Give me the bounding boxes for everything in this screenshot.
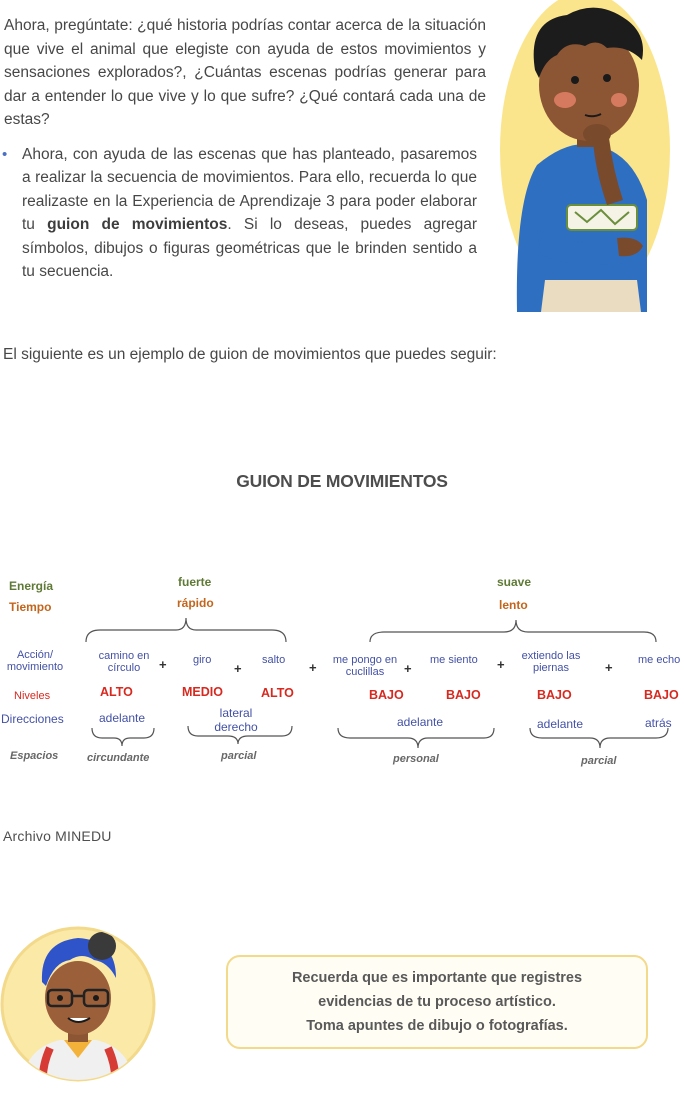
bullet-item bbox=[2, 143, 477, 283]
row-label-tiempo: Tiempo bbox=[9, 600, 52, 614]
brace-top-right bbox=[370, 620, 656, 642]
plus-5: + bbox=[497, 657, 505, 672]
action-salto: salto bbox=[262, 654, 286, 666]
space-1: circundante bbox=[87, 752, 150, 764]
action-camino-en-circulo: camino en círculo bbox=[98, 650, 150, 674]
plus-3: + bbox=[309, 660, 317, 675]
student-avatar-illustration bbox=[0, 920, 160, 1090]
direction-5: atrás bbox=[645, 716, 672, 730]
intro-paragraph: Ahora, pregúntate: ¿qué historia podrías contar acerca de la situación que vive el animal que elegiste con ayuda de estos movimientos y sensaciones explorados?, ¿Cuántas escenas podrías generar para dar a entender lo que vive y lo que sufre? ¿Qué contará cada una de estas? bbox=[4, 17, 486, 129]
action-cuclillas: me pongo en cuclillas bbox=[332, 654, 398, 678]
bullet-bold-term: guion de movimientos bbox=[47, 216, 228, 234]
row-label-accion: Acción/ movimiento bbox=[6, 649, 64, 673]
direction-1: adelante bbox=[99, 711, 146, 725]
example-intro: El siguiente es un ejemplo de guion de movimientos que puedes seguir: bbox=[3, 346, 497, 363]
tip-line-2: evidencias de tu proceso artístico. bbox=[318, 994, 556, 1010]
brace-top-left bbox=[86, 618, 286, 642]
space-4: parcial bbox=[581, 755, 617, 767]
action-extiendo-piernas: extiendo las piernas bbox=[521, 650, 581, 674]
movement-script-diagram bbox=[0, 560, 684, 775]
bullet-text: Ahora, con ayuda de las escenas que has planteado, pasaremos a realizar la secuencia de movimientos. Para ello, recuerda lo que realizaste en la Experiencia de Aprendizaje 3 para poder elaborar tu guion de movimientos. Si lo deseas, puedes agregar símbolos, dibujos o figuras geométricas que le brinden sentido a tu secuencia. bbox=[22, 146, 478, 281]
level-3: ALTO bbox=[261, 686, 294, 700]
space-3: personal bbox=[393, 753, 439, 765]
row-label-direcciones: Direcciones bbox=[1, 712, 64, 726]
tip-line-1: Recuerda que es importante que registres bbox=[291, 970, 583, 986]
space-2: parcial bbox=[221, 750, 257, 762]
energy-left: fuerte bbox=[178, 575, 212, 589]
level-7: BAJO bbox=[644, 688, 679, 702]
level-6: BAJO bbox=[537, 688, 572, 702]
action-me-echo: me echo bbox=[638, 654, 681, 666]
thinking-boy-illustration bbox=[497, 0, 673, 312]
plus-4: + bbox=[404, 661, 412, 676]
row-label-energia: Energía bbox=[9, 579, 54, 593]
level-2: MEDIO bbox=[182, 685, 223, 699]
direction-3: adelante bbox=[397, 715, 444, 729]
direction-2: lateral derecho bbox=[214, 706, 258, 734]
plus-6: + bbox=[605, 660, 613, 675]
reminder-tip-box bbox=[226, 955, 648, 1049]
tempo-left: rápido bbox=[177, 596, 214, 610]
direction-4: adelante bbox=[537, 717, 584, 731]
action-me-siento: me siento bbox=[430, 654, 478, 666]
level-5: BAJO bbox=[446, 688, 481, 702]
action-giro: giro bbox=[193, 654, 212, 666]
tip-line-3: Toma apuntes de dibujo o fotografías. bbox=[306, 1018, 568, 1034]
bullet-icon: • bbox=[2, 146, 8, 163]
diagram-title: GUION DE MOVIMIENTOS bbox=[236, 471, 448, 491]
plus-1: + bbox=[159, 657, 167, 672]
level-1: ALTO bbox=[100, 685, 133, 699]
row-label-niveles: Niveles bbox=[14, 690, 51, 702]
tempo-right: lento bbox=[499, 598, 528, 612]
image-credit: Archivo MINEDU bbox=[3, 828, 112, 844]
level-4: BAJO bbox=[369, 688, 404, 702]
row-label-espacios: Espacios bbox=[10, 750, 59, 762]
brace-bottom-4 bbox=[530, 728, 668, 748]
brace-bottom-3 bbox=[338, 728, 494, 748]
plus-2: + bbox=[234, 661, 242, 676]
brace-bottom-1 bbox=[92, 728, 154, 746]
energy-right: suave bbox=[497, 575, 532, 589]
